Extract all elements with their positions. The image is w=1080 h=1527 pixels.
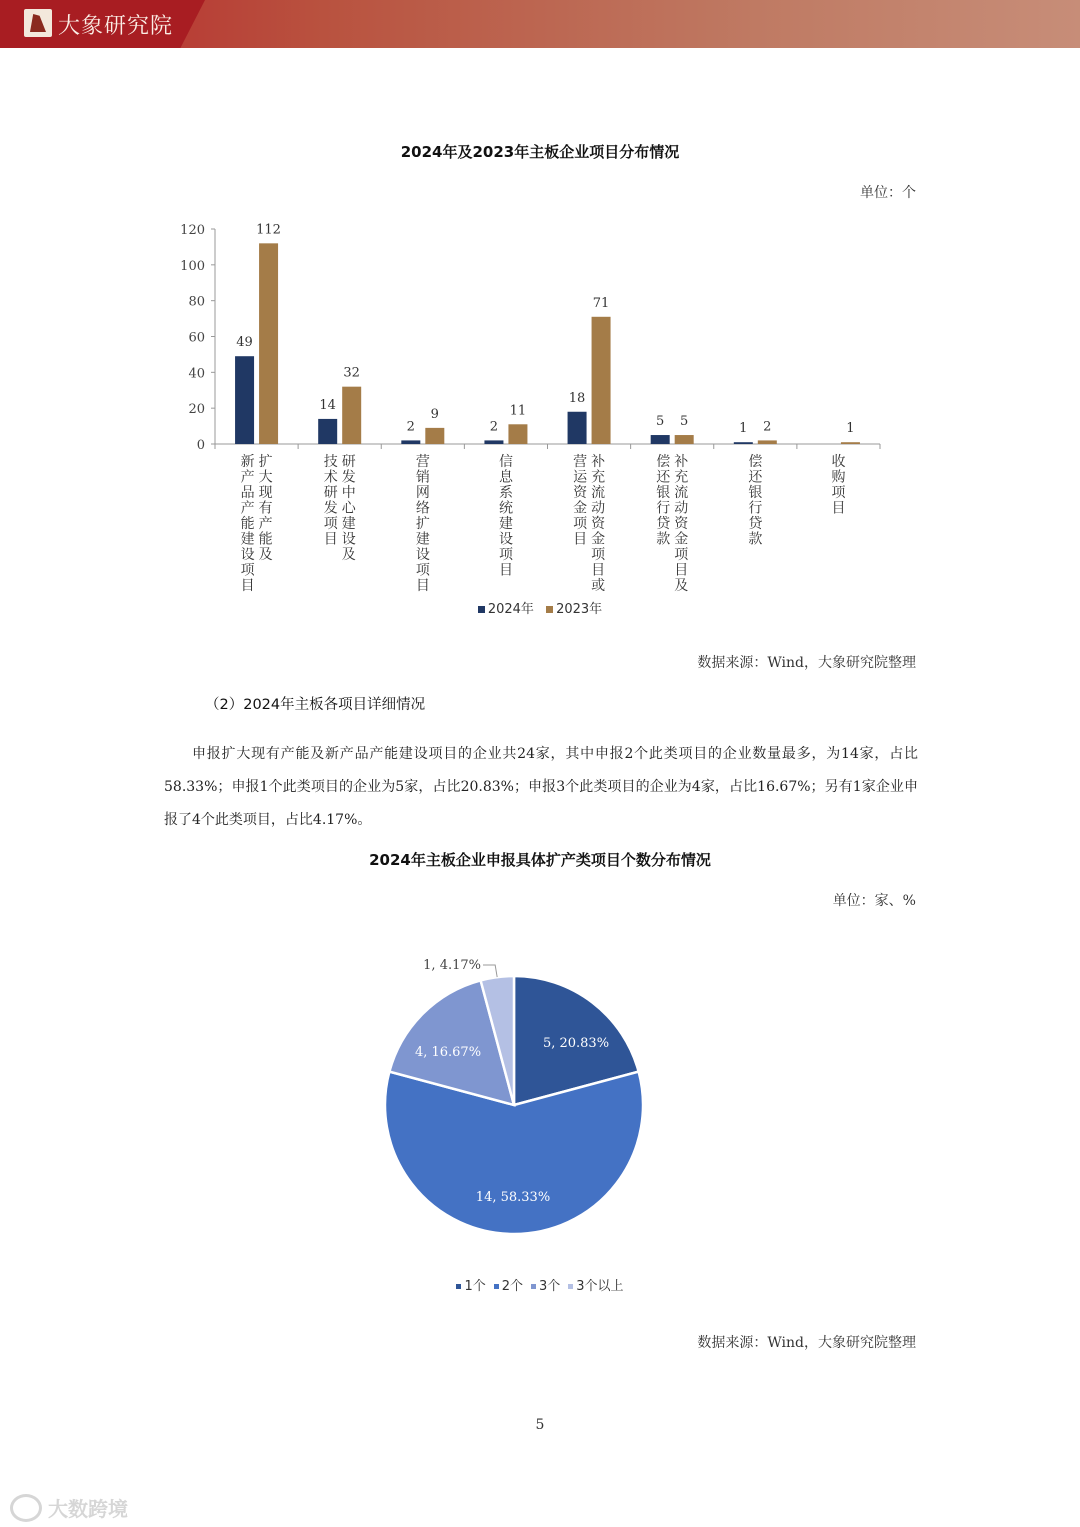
pie-data-label: 4, 16.67% [414,1045,482,1060]
x-category-label: 营销网络扩建设项目 [415,454,430,594]
pie-chart [0,950,1080,1270]
legend-item-2024: 2024年 [478,602,534,617]
bar-data-label: 32 [343,365,360,381]
bar-data-label: 1 [846,421,855,437]
bar-data-label: 2 [406,419,415,435]
bar-2024 [734,442,753,444]
legend-item: 1个 [456,1279,485,1294]
y-tick-label: 120 [180,223,205,238]
bar-data-label: 1 [739,421,748,437]
chart2-title: 2024年主板企业申报具体扩产类项目个数分布情况 [369,851,711,869]
bar-data-label: 11 [509,403,527,419]
body-paragraph: 申报扩大现有产能及新产品产能建设项目的企业共24家，其中申报2个此类项目的企业数量最多，为14家，占比58.33%；申报1个此类项目的企业为5家，占比20.83%；申报3个此类项目的企业为4家，占比16.67%；另有1家企业申报了4个此类项目，占比4.17%。 [164,746,918,828]
bar-2023 [508,424,527,444]
x-category-label: 补充流动资金项目或 [591,454,606,594]
bar-2023 [841,442,860,444]
chart1-legend [0,598,1080,617]
bar-chart [0,200,1080,600]
section-heading: （2）2024年主板各项目详细情况 [205,697,426,713]
chart1-title: 2024年及2023年主板企业项目分布情况 [400,143,680,161]
bar-2023 [342,387,361,444]
watermark-logo-icon [10,1494,42,1522]
chart2-unit: 单位：家、% [832,893,916,909]
y-tick-label: 0 [196,438,205,453]
pie-leader-line [483,965,497,977]
x-category-label: 新产品产能建设项目 [240,454,255,594]
x-category-label: 收购项目 [831,454,846,517]
elephant-logo-icon [24,9,52,37]
x-category-label: 偿还银行贷款 [656,454,671,548]
pie-data-label: 14, 58.33% [475,1190,551,1205]
chart1-source: 数据来源：Wind，大象研究院整理 [697,655,916,671]
watermark: 大数跨境 [10,1493,128,1522]
bar-2023 [675,435,694,444]
bar-2024 [235,356,254,444]
x-category-label: 营运资金项目 [573,454,588,548]
chart2-legend [0,1275,1080,1294]
pie-data-label: 1, 4.17% [423,958,481,973]
bar-2024 [651,435,670,444]
bar-2023 [758,440,777,444]
bar-data-label: 71 [592,295,610,311]
bar-data-label: 49 [236,335,253,351]
x-category-label: 偿还银行贷款 [748,454,763,548]
bar-2024 [318,419,337,444]
bar-2023 [592,317,611,444]
bar-2024 [568,412,587,444]
bar-2023 [259,243,278,444]
bar-data-label: 14 [319,397,336,413]
x-category-label: 研发中心建设及 [341,454,356,563]
x-category-label: 扩大现有产能及 [258,454,273,563]
bar-2024 [484,440,503,444]
pie-data-label: 5, 20.83% [542,1036,610,1051]
bar-data-label: 112 [256,222,281,238]
legend-item: 3个以上 [568,1279,623,1294]
page-number: 5 [535,1417,545,1433]
bar-data-label: 9 [430,406,439,422]
y-tick-label: 20 [188,402,205,418]
y-tick-label: 80 [188,294,205,310]
brand-name: 大象研究院 [58,14,174,39]
bar-data-label: 2 [763,419,772,435]
legend-item: 2个 [494,1279,523,1294]
x-category-label: 技术研发项目 [323,454,338,548]
bar-2024 [401,440,420,444]
y-tick-label: 40 [188,366,205,382]
bar-data-label: 5 [656,414,665,430]
chart2-source: 数据来源：Wind，大象研究院整理 [697,1335,916,1351]
y-tick-label: 60 [188,330,205,346]
bar-data-label: 5 [680,414,689,430]
bar-data-label: 18 [568,390,586,406]
bar-data-label: 2 [489,419,499,435]
x-category-label: 信息系统建设项目 [498,454,513,579]
legend-item: 3个 [531,1279,560,1294]
x-category-label: 补充流动资金项目及 [674,454,689,594]
bar-2023 [425,428,444,444]
y-tick-label: 100 [180,258,205,274]
legend-item-2023: 2023年 [546,602,602,617]
chart1-unit: 单位：个 [860,185,916,201]
